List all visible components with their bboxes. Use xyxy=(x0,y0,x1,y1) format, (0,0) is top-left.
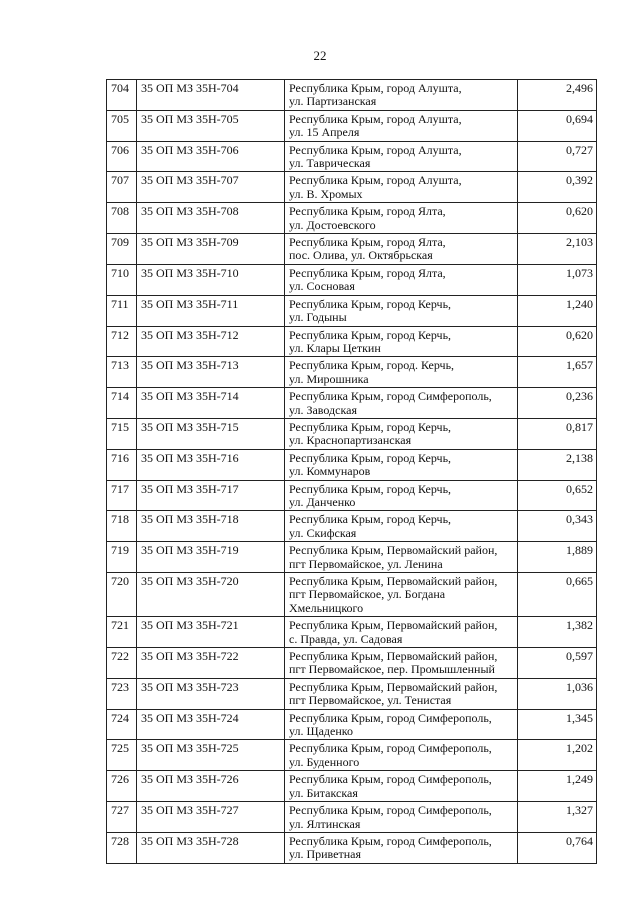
length-cell: 0,620 xyxy=(518,203,597,234)
address-cell xyxy=(285,740,518,771)
address-line: Республика Крым, город Керчь, xyxy=(289,450,452,465)
address-line: Республика Крым, Первомайский район, xyxy=(289,543,498,558)
address-line: Республика Крым, Первомайский район, xyxy=(289,574,498,588)
table-row xyxy=(107,449,597,480)
length-cell: 0,727 xyxy=(518,141,597,172)
address-line: ул. Годыны xyxy=(289,310,347,325)
length-cell: 1,073 xyxy=(518,264,597,295)
table-row xyxy=(107,832,597,863)
address-line: Хмельницкого xyxy=(289,600,364,615)
address-line: Республика Крым, город. Керчь, xyxy=(289,358,455,373)
address-cell xyxy=(285,295,518,326)
road-id-cell: 35 ОП МЗ 35Н-714 xyxy=(137,388,285,419)
length-cell: 0,343 xyxy=(518,511,597,542)
address-line: Республика Крым, город Керчь, xyxy=(289,327,452,342)
address-line: Республика Крым, город Ялта, xyxy=(289,235,446,250)
address-line: Республика Крым, город Алушта, xyxy=(289,142,462,157)
road-id-cell: 35 ОП МЗ 35Н-704 xyxy=(137,80,285,111)
length-cell: 0,392 xyxy=(518,172,597,203)
road-id-cell: 35 ОП МЗ 35Н-717 xyxy=(137,480,285,511)
row-number-cell: 720 xyxy=(107,573,137,617)
table-row xyxy=(107,172,597,203)
address-line: ул. В. Хромых xyxy=(289,186,363,201)
row-number-cell: 710 xyxy=(107,264,137,295)
road-id-cell: 35 ОП МЗ 35Н-713 xyxy=(137,357,285,388)
table-row xyxy=(107,542,597,573)
length-cell: 0,652 xyxy=(518,480,597,511)
length-cell: 0,764 xyxy=(518,832,597,863)
length-cell: 1,345 xyxy=(518,709,597,740)
row-number-cell: 726 xyxy=(107,771,137,802)
length-cell: 2,103 xyxy=(518,234,597,265)
address-line: ул. Коммунаров xyxy=(289,464,371,479)
address-cell xyxy=(285,678,518,709)
address-line: пгт Первомайское, ул. Богдана xyxy=(289,587,446,602)
address-cell xyxy=(285,80,518,111)
address-cell xyxy=(285,203,518,234)
table-row xyxy=(107,110,597,141)
road-id-cell: 35 ОП МЗ 35Н-706 xyxy=(137,141,285,172)
road-id-cell: 35 ОП МЗ 35Н-722 xyxy=(137,648,285,679)
road-id-cell: 35 ОП МЗ 35Н-724 xyxy=(137,709,285,740)
road-id-cell: 35 ОП МЗ 35Н-727 xyxy=(137,802,285,833)
address-cell xyxy=(285,573,518,617)
address-cell xyxy=(285,357,518,388)
address-line: Республика Крым, город Алушта, xyxy=(289,111,462,126)
table-row xyxy=(107,678,597,709)
address-line: пгт Первомайское, ул. Ленина xyxy=(289,556,443,571)
road-id-cell: 35 ОП МЗ 35Н-705 xyxy=(137,110,285,141)
table-row xyxy=(107,264,597,295)
address-line: Республика Крым, город Керчь, xyxy=(289,512,452,527)
address-cell xyxy=(285,511,518,542)
road-id-cell: 35 ОП МЗ 35Н-721 xyxy=(137,617,285,648)
address-line: Республика Крым, Первомайский район, xyxy=(289,618,498,633)
length-cell: 2,496 xyxy=(518,80,597,111)
length-cell: 1,249 xyxy=(518,771,597,802)
address-cell xyxy=(285,648,518,679)
address-cell xyxy=(285,326,518,357)
length-cell: 1,657 xyxy=(518,357,597,388)
table-row xyxy=(107,326,597,357)
address-line: ул. Партизанская xyxy=(289,94,377,109)
length-cell: 1,240 xyxy=(518,295,597,326)
address-line: Республика Крым, город Симферополь, xyxy=(289,389,492,404)
row-number-cell: 711 xyxy=(107,295,137,326)
address-line: Республика Крым, город Симферополь, xyxy=(289,803,492,818)
row-number-cell: 712 xyxy=(107,326,137,357)
address-line: ул. Битакская xyxy=(289,785,358,800)
road-id-cell: 35 ОП МЗ 35Н-726 xyxy=(137,771,285,802)
table-row xyxy=(107,234,597,265)
length-cell: 0,694 xyxy=(518,110,597,141)
row-number-cell: 713 xyxy=(107,357,137,388)
address-line: ул. Буденного xyxy=(289,754,360,769)
address-cell xyxy=(285,172,518,203)
table-row xyxy=(107,388,597,419)
length-cell: 1,382 xyxy=(518,617,597,648)
row-number-cell: 718 xyxy=(107,511,137,542)
table-row xyxy=(107,295,597,326)
row-number-cell: 717 xyxy=(107,480,137,511)
road-id-cell: 35 ОП МЗ 35Н-710 xyxy=(137,264,285,295)
address-line: ул. Таврическая xyxy=(289,156,371,171)
address-cell xyxy=(285,449,518,480)
address-line: Республика Крым, город Симферополь, xyxy=(289,772,492,787)
length-cell: 0,817 xyxy=(518,418,597,449)
roads-table-body xyxy=(107,80,597,864)
address-line: ул. Клары Цеткин xyxy=(289,340,381,355)
road-id-cell: 35 ОП МЗ 35Н-718 xyxy=(137,511,285,542)
row-number-cell: 721 xyxy=(107,617,137,648)
address-line: ул. Щаденко xyxy=(289,724,353,739)
address-line: Республика Крым, город Алушта, xyxy=(289,81,462,95)
address-line: Республика Крым, город Симферополь, xyxy=(289,741,492,756)
address-line: Республика Крым, город Керчь, xyxy=(289,481,452,496)
address-line: Республика Крым, город Ялта, xyxy=(289,265,446,280)
roads-table xyxy=(106,79,597,864)
address-line: Республика Крым, город Алушта, xyxy=(289,173,462,188)
address-line: Республика Крым, город Симферополь, xyxy=(289,833,492,848)
address-line: Республика Крым, город Керчь, xyxy=(289,419,452,434)
row-number-cell: 727 xyxy=(107,802,137,833)
table-row xyxy=(107,771,597,802)
row-number-cell: 724 xyxy=(107,709,137,740)
address-cell xyxy=(285,480,518,511)
page-number: 22 xyxy=(313,48,327,63)
address-cell xyxy=(285,832,518,863)
address-cell xyxy=(285,771,518,802)
address-line: ул. 15 Апреля xyxy=(289,125,360,140)
table-row xyxy=(107,141,597,172)
address-cell xyxy=(285,388,518,419)
row-number-cell: 728 xyxy=(107,832,137,863)
address-line: ул. Достоевского xyxy=(289,217,376,232)
address-cell xyxy=(285,802,518,833)
address-line: Республика Крым, город Симферополь, xyxy=(289,710,492,725)
row-number-cell: 719 xyxy=(107,542,137,573)
length-cell: 2,138 xyxy=(518,449,597,480)
address-line: ул. Сосновая xyxy=(289,279,355,294)
address-line: ул. Приветная xyxy=(289,847,361,862)
address-line: с. Правда, ул. Садовая xyxy=(289,631,403,646)
address-line: пгт Первомайское, пер. Промышленный xyxy=(289,662,495,677)
row-number-cell: 716 xyxy=(107,449,137,480)
road-id-cell: 35 ОП МЗ 35Н-708 xyxy=(137,203,285,234)
address-line: Республика Крым, город Ялта, xyxy=(289,204,446,219)
table-row xyxy=(107,648,597,679)
road-id-cell: 35 ОП МЗ 35Н-715 xyxy=(137,418,285,449)
road-id-cell: 35 ОП МЗ 35Н-725 xyxy=(137,740,285,771)
table-row xyxy=(107,617,597,648)
road-id-cell: 35 ОП МЗ 35Н-712 xyxy=(137,326,285,357)
table-row xyxy=(107,573,597,617)
address-line: Республика Крым, Первомайский район, xyxy=(289,649,498,664)
address-line: ул. Скифская xyxy=(289,525,357,540)
row-number-cell: 705 xyxy=(107,110,137,141)
length-cell: 0,665 xyxy=(518,573,597,617)
road-id-cell: 35 ОП МЗ 35Н-709 xyxy=(137,234,285,265)
address-line: ул. Мирошника xyxy=(289,371,369,386)
address-cell xyxy=(285,234,518,265)
table-row xyxy=(107,480,597,511)
row-number-cell: 704 xyxy=(107,80,137,111)
address-cell xyxy=(285,617,518,648)
address-cell xyxy=(285,418,518,449)
address-line: пгт Первомайское, ул. Тенистая xyxy=(289,693,452,708)
row-number-cell: 708 xyxy=(107,203,137,234)
length-cell: 1,889 xyxy=(518,542,597,573)
address-line: ул. Ялтинская xyxy=(289,816,361,831)
row-number-cell: 706 xyxy=(107,141,137,172)
table-row xyxy=(107,802,597,833)
table-row xyxy=(107,357,597,388)
address-line: Республика Крым, город Керчь, xyxy=(289,296,452,311)
road-id-cell: 35 ОП МЗ 35Н-720 xyxy=(137,573,285,617)
address-line: ул. Заводская xyxy=(289,402,357,417)
address-cell xyxy=(285,264,518,295)
length-cell: 0,236 xyxy=(518,388,597,419)
table-row xyxy=(107,740,597,771)
table-row xyxy=(107,511,597,542)
address-cell xyxy=(285,709,518,740)
row-number-cell: 707 xyxy=(107,172,137,203)
road-id-cell: 35 ОП МЗ 35Н-707 xyxy=(137,172,285,203)
row-number-cell: 715 xyxy=(107,418,137,449)
address-cell xyxy=(285,141,518,172)
row-number-cell: 709 xyxy=(107,234,137,265)
address-line: ул. Данченко xyxy=(289,494,356,509)
road-id-cell: 35 ОП МЗ 35Н-728 xyxy=(137,832,285,863)
road-id-cell: 35 ОП МЗ 35Н-719 xyxy=(137,542,285,573)
table-row xyxy=(107,80,597,111)
road-id-cell: 35 ОП МЗ 35Н-711 xyxy=(137,295,285,326)
road-id-cell: 35 ОП МЗ 35Н-716 xyxy=(137,449,285,480)
length-cell: 1,202 xyxy=(518,740,597,771)
address-line: ул. Краснопартизанская xyxy=(289,433,412,448)
address-line: пос. Олива, ул. Октябрьская xyxy=(289,248,433,263)
length-cell: 1,036 xyxy=(518,678,597,709)
table-row xyxy=(107,418,597,449)
row-number-cell: 714 xyxy=(107,388,137,419)
length-cell: 1,327 xyxy=(518,802,597,833)
address-cell xyxy=(285,542,518,573)
address-cell xyxy=(285,110,518,141)
length-cell: 0,620 xyxy=(518,326,597,357)
table-row xyxy=(107,709,597,740)
row-number-cell: 723 xyxy=(107,678,137,709)
row-number-cell: 725 xyxy=(107,740,137,771)
length-cell: 0,597 xyxy=(518,648,597,679)
row-number-cell: 722 xyxy=(107,648,137,679)
table-row xyxy=(107,203,597,234)
road-id-cell: 35 ОП МЗ 35Н-723 xyxy=(137,678,285,709)
address-line: Республика Крым, Первомайский район, xyxy=(289,679,498,694)
